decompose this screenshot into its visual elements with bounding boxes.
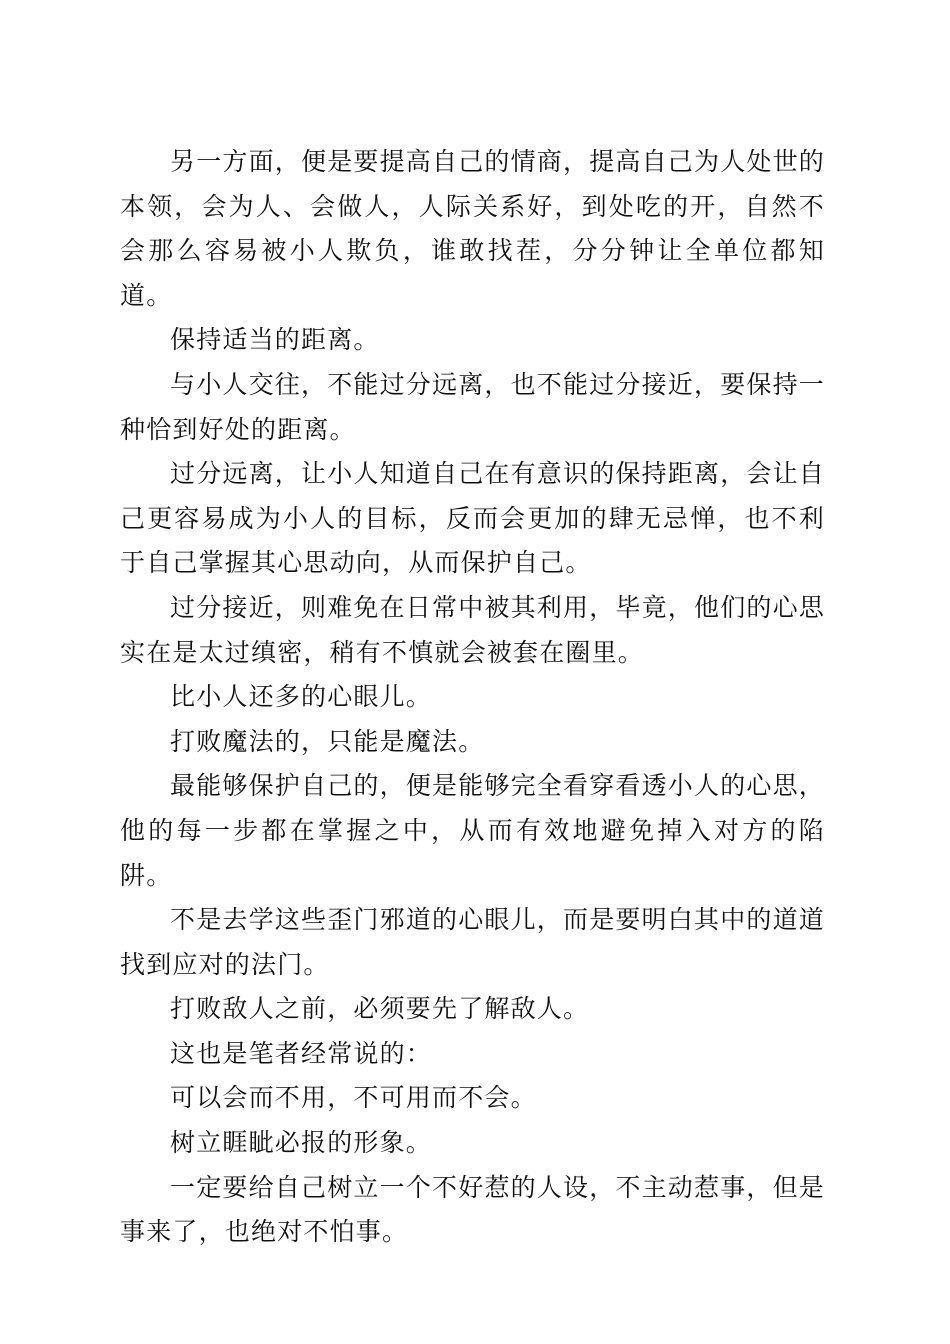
paragraph: 树立睚眦必报的形象。 [170,1128,433,1158]
paragraph: 这也是笔者经常说的： [170,1038,433,1068]
paragraph: 一定要给自己树立一个不好惹的人设，不主动惹事，但是事来了，也绝对不怕事。 [120,1172,826,1247]
paragraph: 比小人还多的心眼儿。 [170,682,433,712]
paragraph: 与小人交往，不能过分远离，也不能过分接近，要保持一种恰到好处的距离。 [120,369,826,444]
paragraph: 过分接近，则难免在日常中被其利用，毕竟，他们的心思实在是太过缜密，稍有不慎就会被套在圈里。 [120,592,826,667]
paragraph: 可以会而不用，不可用而不会。 [170,1083,537,1113]
paragraph: 另一方面，便是要提高自己的情商，提高自己为人处世的本领，会为人、会做人，人际关系好，到处吃的开，自然不会那么容易被小人欺负，谁敢找茬，分分钟让全单位都知道。 [120,147,826,310]
paragraph: 不是去学这些歪门邪道的心眼儿，而是要明白其中的道道找到应对的法门。 [120,905,826,979]
paragraph: 过分远离，让小人知道自己在有意识的保持距离，会让自己更容易成为小人的目标，反而会更加的肆无忌惮，也不利于自己掌握其心思动向，从而保护自己。 [120,459,826,578]
paragraph: 保持适当的距离。 [170,325,380,355]
paragraph: 打败敌人之前，必须要先了解敌人。 [170,994,590,1024]
document-body [120,140,825,1255]
paragraph: 打败魔法的，只能是魔法。 [170,726,485,756]
paragraph: 最能够保护自己的，便是能够完全看穿看透小人的心思，他的每一步都在掌握之中，从而有效地避免掉入对方的陷阱。 [120,771,826,890]
